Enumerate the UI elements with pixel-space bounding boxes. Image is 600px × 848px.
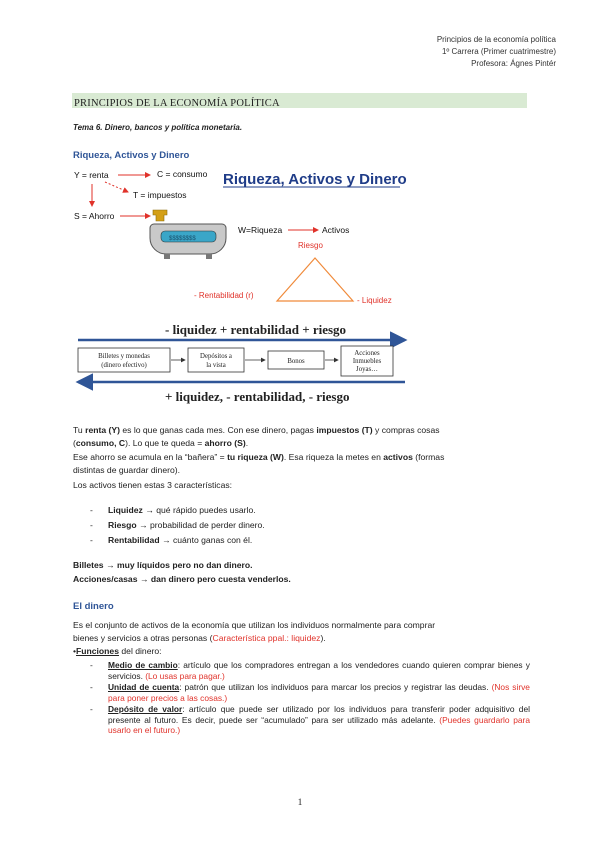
text-fragment: (formas (412, 452, 445, 462)
spectrum-top-label: - liquidez + rentabilidad + riesgo (165, 322, 347, 337)
section-heading-riqueza: Riqueza, Activos y Dinero (73, 150, 190, 161)
red-note: (Nos sirve para poner precios a las cosas.) (108, 682, 530, 703)
term-rentabilidad: Rentabilidad (108, 535, 160, 545)
label-t-impuestos: T = impuestos (133, 190, 187, 200)
text-fragment: y compras cosas (372, 425, 440, 435)
box-billetes-line1: Billetes y monedas (98, 353, 150, 360)
function-item-unidad: - Unidad de cuenta: patrón que utilizan los individuos para marcar los precios y registrar las deudas. (Nos sirve para poner precios a las cosas.) (90, 682, 530, 703)
red-note: (Puedes guardarlo para usarlo en el futuro.) (108, 714, 530, 735)
paragraph-caracteristicas: Los activos tienen estas 3 características: (73, 480, 233, 490)
label-rentabilidad: - Rentabilidad (r) (194, 291, 254, 300)
text-fragment: Tu (73, 425, 86, 435)
paragraph-dinero-intro (73, 619, 528, 645)
svg-text:$$$$$$$$: $$$$$$$$ (169, 236, 196, 242)
document-title: PRINCIPIOS DE LA ECONOMÍA POLÍTICA (74, 98, 280, 109)
list-desc: → probabilidad de perder dinero. (136, 520, 265, 530)
term-liquidez: Liquidez (108, 505, 143, 515)
term-deposito-valor: Depósito de valor (108, 704, 183, 714)
box-acciones-line1: Acciones (354, 350, 380, 357)
box-billetes-line2: (dinero efectivo) (101, 362, 147, 369)
term-impuestos: impuestos (T) (316, 425, 373, 435)
topic-subtitle: Tema 6. Dinero, bancos y política monetaria. (73, 123, 243, 132)
term-activos: activos (383, 452, 413, 462)
header-course: Principios de la economía política (436, 35, 556, 44)
paragraph-renta: Tu renta (Y) es lo que ganas cada mes. Con ese dinero, pagas impuestos (T) y compras cosas (consumo, C). Lo que te queda = ahorro (S). (73, 425, 440, 448)
red-note: (Lo usas para pagar.) (145, 670, 225, 681)
funciones-heading (73, 645, 528, 658)
header-professor: Profesora: Ágnes Pintér (471, 59, 556, 68)
list-item: - Rentabilidad → cuánto ganas con él. (90, 535, 253, 545)
bullet: • (73, 646, 77, 656)
term-unidad-cuenta: Unidad de cuenta (108, 682, 180, 692)
text-fragment: del dinero: (119, 646, 162, 656)
text-fragment: ). (320, 633, 326, 643)
page-header (437, 34, 556, 70)
box-depositos-line2: la vista (206, 362, 226, 369)
riqueza-diagram (60, 162, 480, 410)
term-medio-cambio: Medio de cambio (108, 660, 178, 670)
term-riqueza: tu riqueza (W) (227, 452, 284, 462)
label-activos: Activos (322, 225, 350, 235)
text-fragment: distintas de guardar dinero). (73, 465, 181, 475)
highlight-liquidez: Característica ppal.: liquidez (212, 633, 321, 643)
note-billetes: Billetes → muy líquidos pero no dan dinero. (73, 560, 253, 570)
text-fragment: Ese ahorro se acumula en la “bañera” = (73, 452, 228, 462)
label-y-renta: Y = renta (74, 170, 109, 180)
box-acciones-line2: Inmuebles (352, 358, 382, 365)
risk-triangle (277, 258, 353, 301)
document-title-bar (72, 93, 527, 108)
box-depositos-line1: Depósitos a (200, 353, 232, 360)
text-fragment: . Lo que te queda = (127, 438, 205, 448)
text-fragment: bienes y servicios a otras personas ( (73, 633, 213, 643)
list-desc: → qué rápido puedes usarlo. (142, 505, 256, 515)
text-fragment: : patrón que utilizan los individuos para marcar los precios y registrar las deudas. (179, 682, 492, 692)
list-item: - Liquidez → qué rápido puedes usarlo. (90, 505, 256, 515)
text-fragment: Es el conjunto de activos de la economía que utilizan los individuos normalmente para comprar (73, 620, 436, 630)
term-riesgo: Riesgo (108, 520, 137, 530)
term-funciones: Funciones (76, 646, 119, 656)
page-number: 1 (297, 798, 303, 808)
label-c-consumo: C = consumo (157, 169, 208, 179)
bathtub-icon (150, 224, 226, 259)
list-desc: → cuánto ganas con él. (159, 535, 253, 545)
box-bonos: Bonos (287, 358, 305, 365)
text-fragment: . Esa riqueza la metes en (283, 452, 384, 462)
term-ahorro: ahorro (S) (204, 438, 246, 448)
text-fragment: : artículo que los compradores entregan a los vendedores cuando quieren comprar bienes y servicios. (108, 660, 530, 681)
header-year: 1º Carrera (Primer cuatrimestre) (441, 47, 556, 56)
spectrum-bottom-label: + liquidez, - rentabilidad, - riesgo (165, 389, 350, 404)
label-s-ahorro: S = Ahorro (74, 211, 115, 221)
label-liquidez: - Liquidez (357, 296, 392, 305)
paragraph-ahorro (73, 451, 528, 477)
diagram-title: Riqueza, Activos y Dinero (223, 171, 407, 188)
label-w-riqueza: W=Riqueza (238, 225, 283, 235)
text-fragment: . (245, 438, 249, 448)
term-renta: renta (Y) (85, 425, 120, 435)
list-item: - Riesgo → probabilidad de perder dinero. (90, 520, 265, 530)
text-fragment: : artículo que puede ser utilizado por los individuos para transferir poder adquisitivo del presente al futuro. Es decir, puede ser “acumulado” para ser utilizado más adelante. (108, 704, 530, 725)
term-consumo: consumo, C (75, 438, 126, 448)
function-item-deposito: - Depósito de valor: artículo que puede ser utilizado por los individuos para transferir poder adquisitivo del presente al futuro. Es decir, puede ser “acumulado” para ser utilizado más adelante. (Puedes guardarlo para usarlo en el futuro.) (90, 704, 530, 735)
section-heading-dinero: El dinero (73, 601, 114, 612)
label-riesgo: Riesgo (298, 241, 323, 250)
faucet-icon (153, 210, 167, 221)
note-acciones: Acciones/casas → dan dinero pero cuesta venderlos. (73, 574, 291, 584)
function-item-medio: - Medio de cambio: artículo que los compradores entregan a los vendedores cuando quieren comprar bienes y servicios. (Lo usas para pagar.) (90, 660, 530, 681)
text-fragment: es lo que ganas cada mes. Con ese dinero, pagas (119, 425, 317, 435)
box-acciones-line3: Joyas… (356, 366, 378, 373)
